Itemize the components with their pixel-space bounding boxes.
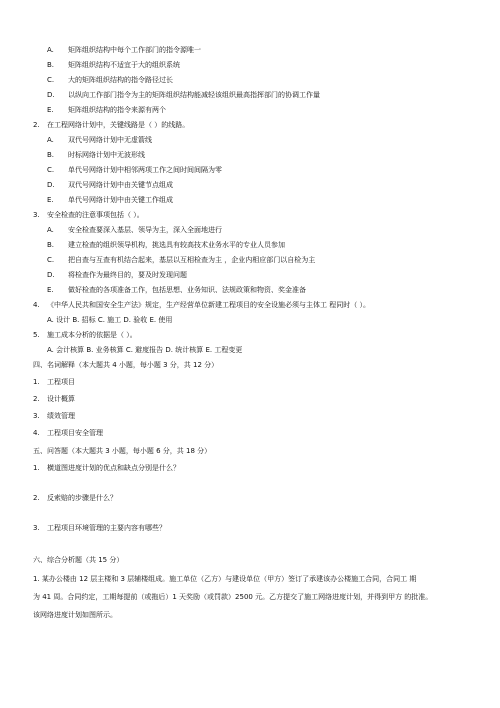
option-text: 建立检查的组织领导机构，挑选具有较高技术业务水平的专业人员参加: [68, 241, 285, 249]
option-letter: A.: [47, 226, 54, 234]
option-text: 矩阵组织结构不适宜于大的组织系统: [68, 61, 180, 69]
option-text: 安全检查要深入基层、领导为主，深入全面地进行: [68, 226, 222, 234]
options-line: A. 设计 B. 招标 C. 施工 D. 验收 E. 使用: [47, 316, 173, 324]
option-text: 大的矩阵组织结构的指令路径过长: [68, 76, 173, 84]
option-letter: E.: [47, 106, 54, 114]
question-text: 在工程网络计划中，关键线路是（ ）的线路。: [47, 121, 190, 129]
question-text: 施工成本分析的依据是（ ）。: [47, 331, 137, 339]
option-text: 时标网络计划中无波形线: [68, 151, 145, 159]
option-letter: D.: [47, 271, 55, 279]
option-letter: E.: [47, 286, 54, 294]
option-letter: D.: [47, 181, 55, 189]
option-letter: E.: [47, 196, 54, 204]
option-letter: C.: [47, 256, 55, 264]
option-letter: B.: [47, 241, 55, 249]
option-text: 做好检查的各项准备工作，包括思想、业务知识、法规政策和物资、奖金准备: [68, 286, 306, 294]
option-letter: A.: [47, 136, 54, 144]
option-text: 把自查与互查有机结合起来，基层以互相检查为主 ，企业内相应部门以自检为主: [68, 256, 316, 264]
option-text: 矩阵组织结构中每个工作部门的指令源唯一: [68, 46, 201, 54]
item-text: 设计概算: [47, 395, 75, 403]
item-text: 反索赔的步骤是什么？: [47, 494, 117, 502]
item-number: 4.: [33, 429, 40, 437]
option-text: 双代号网络计划中由关键节点组成: [68, 181, 173, 189]
item-number: 3.: [33, 524, 40, 532]
option-text: 以纵向工作部门指令为主的矩阵组织结构能减轻该组织最高指挥部门的协调工作量: [68, 91, 320, 99]
option-text: 矩阵组织结构的指令来源有两个: [68, 106, 166, 114]
question-text: 安全检查的注意事项包括（ ）。: [47, 211, 144, 219]
option-text: 将检查作为最终目的，要及时发现问题: [68, 271, 187, 279]
option-text: 单代号网络计划中由关键工作组成: [68, 196, 173, 204]
item-number: 1.: [33, 378, 40, 386]
question-number: 3.: [33, 211, 40, 219]
option-letter: B.: [47, 151, 55, 159]
question-text: 《中华人民共和国安全生产法》规定，生产经营单位新建工程项目的安全设施必须与主体工 程同时（ ）。: [47, 301, 370, 309]
item-number: 2.: [33, 494, 40, 502]
option-text: 单代号网络计划中相邻两项工作之间时间间隔为零: [68, 166, 222, 174]
option-letter: C.: [47, 166, 55, 174]
item-text: 绩效管理: [47, 412, 75, 420]
item-number: 3.: [33, 412, 40, 420]
item-text: 横道图进度计划的优点和缺点分别是什么？: [47, 464, 180, 472]
question-number: 5.: [33, 331, 40, 339]
option-text: 双代号网络计划中无虚箭线: [68, 136, 152, 144]
item-number: 2.: [33, 395, 40, 403]
option-letter: B.: [47, 61, 55, 69]
option-letter: A.: [47, 46, 54, 54]
option-letter: C.: [47, 76, 55, 84]
question-number: 4.: [33, 301, 40, 309]
item-number: 1.: [33, 464, 40, 472]
item-text: 工程项目环境管理的主要内容有哪些？: [47, 524, 166, 532]
question-number: 2.: [33, 121, 40, 129]
item-text: 工程项目安全管理: [47, 429, 103, 437]
item-text: 工程项目: [47, 378, 75, 386]
option-letter: D.: [47, 91, 55, 99]
options-line: A. 会计核算 B. 业务核算 C. 避度报告 D. 统计核算 E. 工程变更: [47, 346, 243, 354]
